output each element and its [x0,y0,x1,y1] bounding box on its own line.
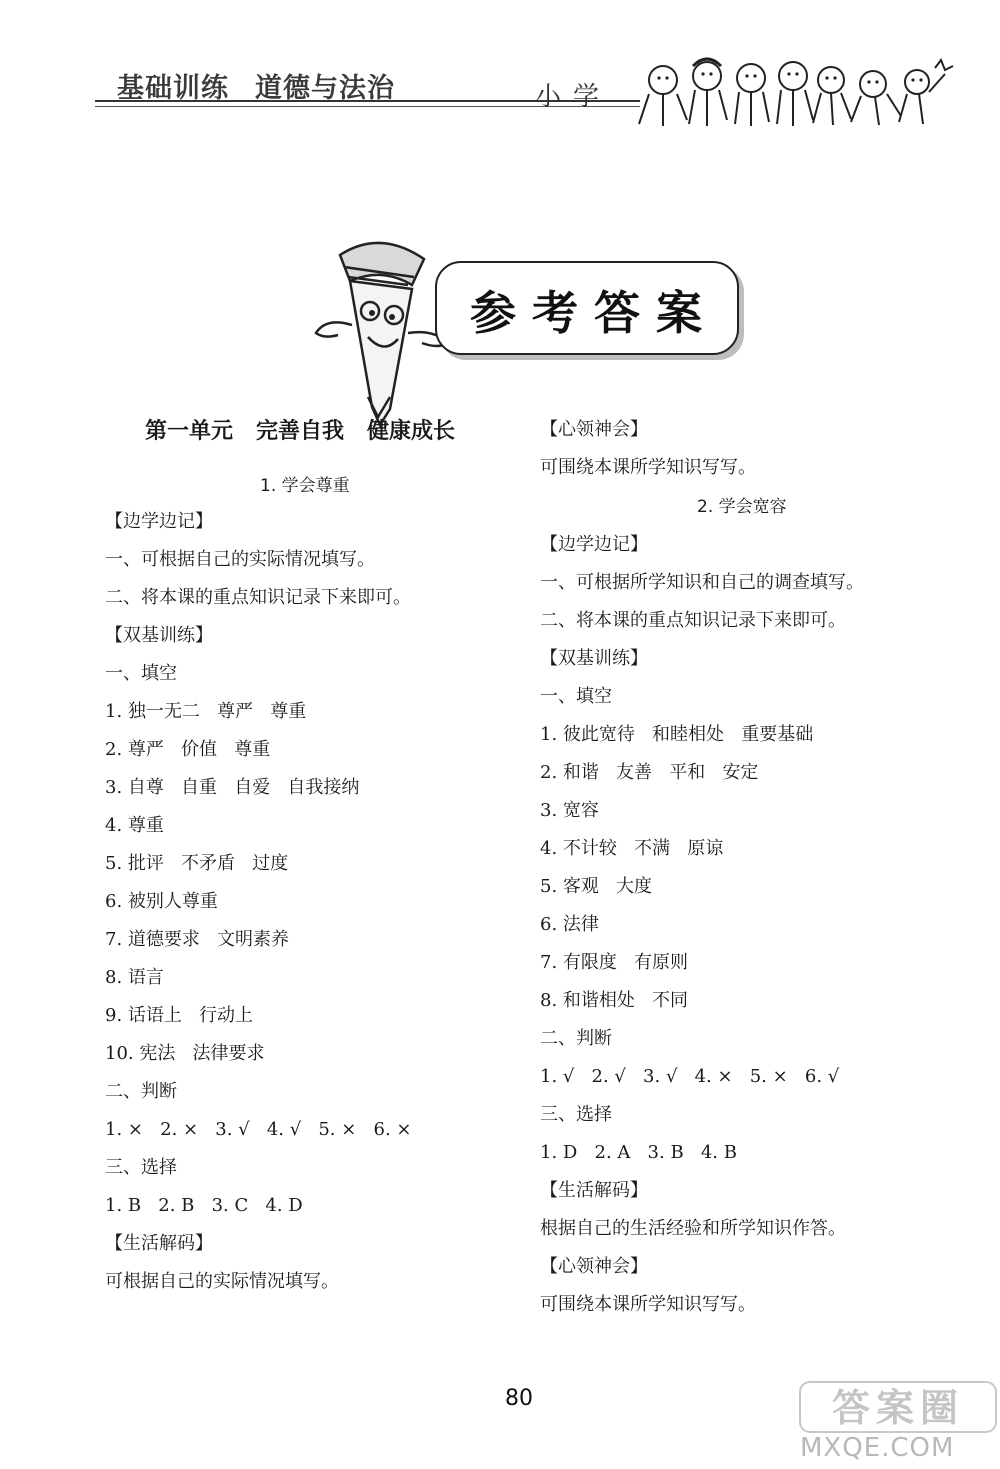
answer-line: 8. 语言 [105,967,164,988]
answer-line: 8. 和谐相处 不同 [540,990,689,1011]
answer-line: 一、可根据自己的实际情况填写。 [105,549,375,570]
answer-line: 二、将本课的重点知识记录下来即可。 [540,610,846,631]
answer-line: 9. 话语上 行动上 [105,1005,254,1026]
answer-line: 4. 尊重 [105,815,164,836]
answer-line: 【心领神会】 [540,419,648,440]
subject-title: 道德与法治 [255,73,395,104]
banner-title: 参考答案 [470,286,718,340]
answer-line: 【生活解码】 [540,1180,648,1201]
children-illustration [635,52,955,132]
answer-line: 5. 客观 大度 [540,876,653,897]
answer-line: 1. D 2. A 3. B 4. B [540,1142,737,1163]
banner-box [435,261,739,355]
answer-line: 【生活解码】 [105,1233,213,1254]
answer-line: 3. 宽容 [540,800,599,821]
book-title: 基础训练 [117,73,229,104]
lesson-title: 2. 学会宽容 [697,497,787,517]
answer-line: 二、判断 [540,1028,612,1049]
answer-line: 【心领神会】 [540,1256,648,1277]
answer-line: 【双基训练】 [540,648,648,669]
page-header [95,60,955,130]
answer-line: 可围绕本课所学知识写写。 [540,1294,756,1315]
answer-line: 1. 彼此宽待 和睦相处 重要基础 [540,724,814,745]
answer-line: 二、将本课的重点知识记录下来即可。 [105,587,411,608]
answer-line: 一、填空 [540,686,612,707]
answer-line: 可根据自己的实际情况填写。 [105,1271,339,1292]
lesson-title: 1. 学会尊重 [260,476,350,496]
answer-line: 三、选择 [105,1157,177,1178]
watermark-logo-text: 答案圈 [831,1386,965,1430]
answer-line: 可围绕本课所学知识写写。 [540,457,756,478]
answer-line: 根据自己的生活经验和所学知识作答。 [540,1218,846,1239]
answer-line: 1. B 2. B 3. C 4. D [105,1195,303,1216]
answer-line: 2. 尊严 价值 尊重 [105,739,271,760]
answer-line: 6. 法律 [540,914,599,935]
answer-line: 三、选择 [540,1104,612,1125]
answer-line: 6. 被别人尊重 [105,891,218,912]
answer-line: 7. 道德要求 文明素养 [105,929,290,950]
page-number: 80 [505,1386,533,1411]
answer-line: 10. 宪法 法律要求 [105,1043,265,1064]
answer-line: 【边学边记】 [105,511,213,532]
answer-banner [300,225,760,435]
watermark-logo [798,1378,998,1436]
answer-line: 1. √ 2. √ 3. √ 4. × 5. × 6. √ [540,1066,840,1087]
answer-line: 1. × 2. × 3. √ 4. √ 5. × 6. × [105,1119,412,1140]
answer-line: 4. 不计较 不满 原谅 [540,838,724,859]
answer-line: 二、判断 [105,1081,177,1102]
answer-line: 一、填空 [105,663,177,684]
answer-line: 【双基训练】 [105,625,213,646]
answer-line: 【边学边记】 [540,534,648,555]
school-level: 小学 [535,82,612,112]
answer-line: 3. 自尊 自重 自爱 自我接纳 [105,777,360,798]
unit-title: 第一单元 完善自我 健康成长 [145,418,455,444]
watermark-url: MXQE.COM [800,1433,955,1463]
answer-line: 1. 独一无二 尊严 尊重 [105,701,307,722]
answer-line: 一、可根据所学知识和自己的调查填写。 [540,572,864,593]
answer-line: 5. 批评 不矛盾 过度 [105,853,289,874]
answer-line: 7. 有限度 有原则 [540,952,689,973]
answer-line: 2. 和谐 友善 平和 安定 [540,762,759,783]
